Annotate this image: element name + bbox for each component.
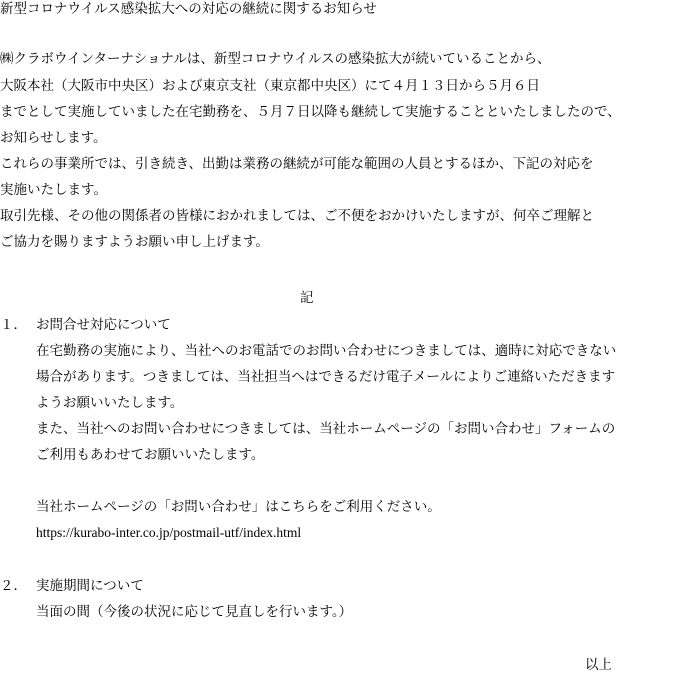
ki-heading: 記	[300, 290, 314, 306]
section-heading: お問合せ対応について	[36, 317, 171, 333]
section-line: 場合があります。つきましては、当社担当へはできるだけ電子メールによりご連絡いただきます	[36, 369, 616, 385]
homepage-note: 当社ホームページの「お問い合わせ」はこちらをご利用ください。	[36, 499, 441, 515]
section-number: ２．	[0, 578, 27, 594]
contact-url-link[interactable]: https://kurabo-inter.co.jp/postmail-utf/index.html	[36, 525, 302, 540]
section-number: １．	[0, 317, 27, 333]
section-line: ご利用もあわせてお願いいたします。	[36, 447, 265, 463]
closing-mark: 以上	[585, 657, 612, 673]
intro-line: ご協力を賜りますようお願い申し上げます。	[0, 234, 269, 250]
section-heading: 実施期間について	[36, 578, 144, 594]
section-line: ようお願いいたします。	[36, 395, 184, 411]
intro-line: までとして実施していました在宅勤務を、５月７日以降も継続して実施することといたしましたので、	[0, 104, 621, 120]
section-line: 当面の間（今後の状況に応じて見直しを行います。）	[36, 604, 353, 620]
section-line: また、当社へのお問い合わせにつきましては、当社ホームページの「お問い合わせ」フォームの	[36, 421, 616, 437]
intro-line: ㈱クラボウインターナショナルは、新型コロナウイルスの感染拡大が続いていることから、	[0, 51, 551, 67]
intro-line: お知らせします。	[0, 130, 107, 146]
intro-line: これらの事業所では、引き続き、出勤は業務の継続が可能な範囲の人員とするほか、下記の対応を	[0, 156, 594, 172]
intro-line: 取引先様、その他の関係者の皆様におかれましては、ご不便をおかけいたしますが、何卒ご理解と	[0, 208, 594, 224]
section-line: 在宅勤務の実施により、当社へのお電話でのお問い合わせにつきましては、適時に対応できない	[36, 343, 617, 359]
intro-line: 大阪本社（大阪市中央区）および東京支社（東京都中央区）にて４月１３日から５月６日	[0, 78, 540, 94]
intro-line: 実施いたします。	[0, 182, 107, 198]
document-title: 新型コロナウイルス感染拡大への対応の継続に関するお知らせ	[0, 1, 377, 17]
